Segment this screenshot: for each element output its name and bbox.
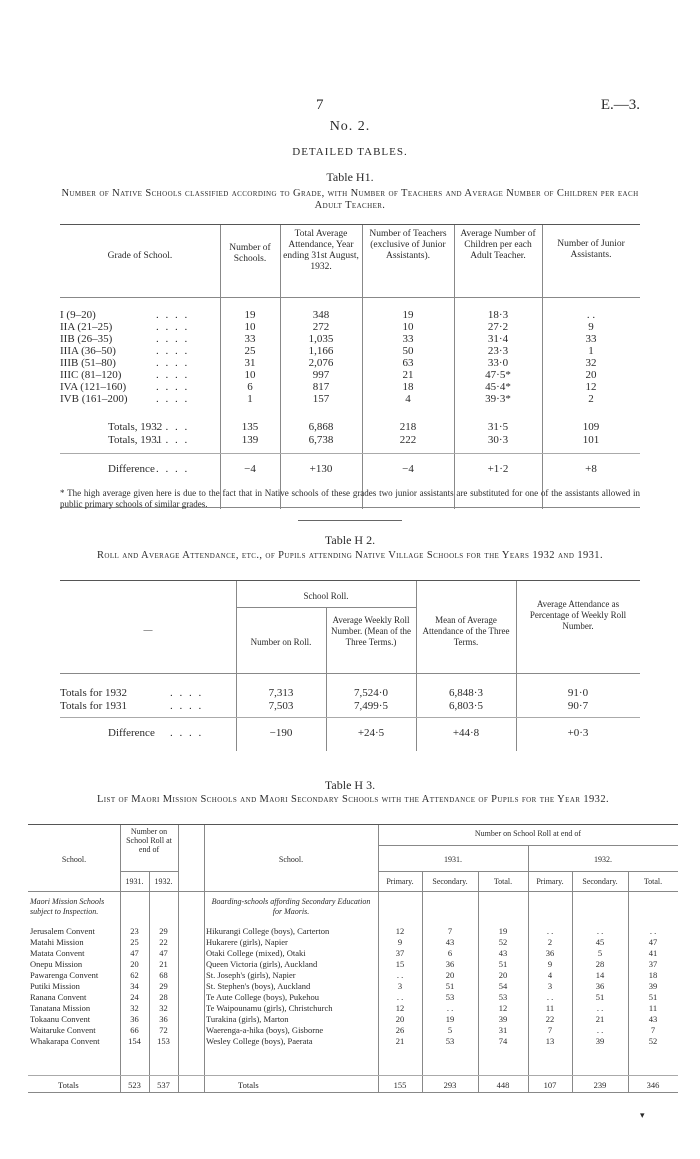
cell: 62 [130,970,139,980]
h3-col-total-1931: Total. [493,877,513,886]
leader-dots: . . . . [156,357,190,369]
cell: 18 [402,381,414,393]
cell: 28 [159,992,168,1002]
leader-dots: . . . . [156,381,190,393]
cell: 11 [545,1003,555,1013]
cell: 39 [498,1014,508,1024]
cell: 22 [159,937,168,947]
leader-dots: . . . . [170,687,204,699]
cell: 448 [496,1080,510,1090]
h1-col-teachers: Number of Teachers (exclusive of Junior Assistants). [369,229,447,261]
h1-diff-rule [60,453,640,454]
cell: 45 [595,937,605,947]
cell: 53 [498,992,508,1002]
left-school-name: Jerusalem Convent [30,926,95,936]
cell: 36 [545,948,555,958]
h2-group-header: School Roll. [303,591,349,601]
cell: 32 [585,357,597,369]
h1-col-junior: Number of Junior Assistants. [557,239,625,260]
h3-totals-rule [28,1075,678,1076]
cell: 36 [595,981,605,991]
cell: 21 [595,1014,605,1024]
cell: 30·3 [487,434,509,446]
cell: 153 [157,1036,170,1046]
cell: 22 [545,1014,555,1024]
cell: 66 [130,1025,139,1035]
h1-header-rule [60,297,640,298]
leader-dots: . . . . [156,393,190,405]
cell: 6 [247,381,253,393]
row-label: IVA (121–160) [60,381,127,393]
cell: 997 [312,369,330,381]
cell: 51 [445,981,455,991]
cell: 47 [130,948,139,958]
h2-table [60,580,640,751]
cell: 43 [498,948,508,958]
cell: 20 [585,369,597,381]
cell: 2 [588,393,594,405]
cell: +130 [309,463,333,475]
cell: 2 [547,937,553,947]
cell: 51 [595,992,605,1002]
cell: 25 [244,345,256,357]
h1-col-attendance: Total Average Attendance, Year ending 31st August, 1932. [283,229,359,272]
h2-header-rule [60,673,640,674]
cell: 7,499·5 [354,700,388,712]
cell: 12 [395,926,405,936]
cell: 34 [130,981,139,991]
h2-col-weekly: Average Weekly Roll Number. (Mean of the Three Terms.) [331,615,411,647]
cell: 222 [399,434,417,446]
table-row [60,381,640,393]
cell: 5 [597,948,603,958]
right-school-name: St. Joseph's (girls), Napier [206,970,296,980]
cell: 20 [445,970,455,980]
right-school-name: Turakina (girls), Marton [206,1014,289,1024]
cell: 54 [498,981,508,991]
cell: 29 [159,926,168,936]
cell: +24·5 [357,727,385,739]
cell: 39 [648,981,658,991]
cell: 157 [312,393,330,405]
cell: 4 [405,393,411,405]
cell: 18·3 [487,309,509,321]
left-school-name: Ranana Convent [30,992,87,1002]
cell: 32 [130,1003,139,1013]
cell: 53 [445,992,455,1002]
cell: 32 [159,1003,168,1013]
h3-label: Table H 3. [324,778,376,792]
row-label: Totals [58,1080,79,1090]
leader-dots: . . . . [170,727,204,739]
cell: 51 [648,992,658,1002]
cell: 19 [498,926,508,936]
cell: 50 [402,345,414,357]
cell: 52 [648,1036,658,1046]
cell: . . [649,926,657,936]
cell: 2,076 [308,357,334,369]
cell: 6,738 [308,434,334,446]
row-label: IIB (26–35) [60,333,113,345]
row-label: Totals for 1932 [60,687,128,699]
difference-row [60,463,640,475]
cell: 109 [582,421,600,433]
right-school-name: Te Waipounamu (girls), Christchurch [206,1003,333,1013]
cell: 33 [585,333,597,345]
difference-row [60,727,640,739]
cell: 74 [498,1036,508,1046]
right-school-name: Otaki College (mixed), Otaki [206,948,306,958]
cell: 31 [244,357,256,369]
h3-right-group-title: Boarding-schools affording Secondary Education for Maoris. [211,897,371,916]
cell: 19 [244,309,256,321]
left-school-name: Pawarenga Convent [30,970,99,980]
table-row [28,1035,678,1047]
h2-vrule [416,581,417,751]
right-school-name: Waerenga-a-hika (boys), Gisborne [206,1025,324,1035]
cell: . . [586,309,596,321]
cell: 218 [399,421,417,433]
h3-col-primary-1931: Primary. [386,877,414,886]
h3-header-rule [28,891,678,892]
left-school-name: Waitaruke Convent [30,1025,96,1035]
cell: 523 [128,1080,141,1090]
cell: 36 [445,959,455,969]
leader-dots: . . . . [156,463,190,475]
cell: 13 [545,1036,555,1046]
row-label: Totals for 1931 [60,700,128,712]
h3-table [28,824,678,1093]
left-school-name: Tokaanu Convent [30,1014,91,1024]
cell: 154 [128,1036,141,1046]
cell: 27·2 [487,321,509,333]
cell: 348 [312,309,330,321]
h1-label: Table H1. [326,170,374,184]
cell: 9 [588,321,594,333]
cell: 7,503 [268,700,294,712]
h1-table [60,224,640,509]
right-school-name: Te Aute College (boys), Pukehou [206,992,319,1002]
cell: 14 [595,970,605,980]
row-label: IIA (21–25) [60,321,113,333]
cell: 7,313 [268,687,294,699]
cell: . . [396,992,404,1002]
cell: 19 [402,309,414,321]
cell: . . [596,926,604,936]
right-school-name: Queen Victoria (girls), Auckland [206,959,318,969]
cell: 52 [498,937,508,947]
cell: . . [446,1003,454,1013]
h1-col-schools: Number of Schools. [229,243,271,264]
left-school-name: Putiki Mission [30,981,80,991]
separator-rule [298,520,402,521]
left-school-name: Matata Convent [30,948,85,958]
cell: 41 [648,948,658,958]
row-label: I (9–20) [60,309,96,321]
cell: 7 [650,1025,656,1035]
cell: 1 [588,345,594,357]
cell: 23·3 [487,345,509,357]
h3-right-school-header: School. [278,855,304,864]
section-number: No. 2. [329,119,371,134]
h1-col-grade: Grade of School. [107,251,173,261]
cell: 139 [241,434,259,446]
cell: 91·0 [567,687,589,699]
h3-left-1931: 1931. [125,877,144,886]
cell: 47 [648,937,658,947]
cell: . . [596,1003,604,1013]
right-school-name: Hukarere (girls), Napier [206,937,288,947]
cell: 3 [547,981,553,991]
cell: 6,803·5 [449,700,483,712]
h3-bottom-rule [28,1092,678,1093]
cell: −4 [402,463,414,475]
row-label: Difference [108,727,155,739]
cell: 39·3* [485,393,511,405]
leader-dots: . . . . [156,434,190,446]
cell: 43 [648,1014,658,1024]
cell: 5 [447,1025,453,1035]
h1-caption: Number of Native Schools classified according to Grade, with Number of Teachers and Average Number of Children per each Adult Teacher. [61,188,639,211]
cell: 1,035 [308,333,334,345]
cell: 37 [395,948,405,958]
h2-col-blank: — [143,625,153,635]
cell: . . [546,926,554,936]
cell: 31·5 [487,421,509,433]
section-title: DETAILED TABLES. [292,146,408,158]
cell: 6,848·3 [449,687,483,699]
cell: 155 [393,1080,407,1090]
cell: 6,868 [308,421,334,433]
table-row [60,309,640,321]
right-school-name: St. Stephen's (boys), Auckland [206,981,311,991]
cell: 39 [595,1036,605,1046]
cell: 10 [402,321,414,333]
leader-dots: . . . . [170,700,204,712]
h3-col-primary-1932: Primary. [536,877,564,886]
cell: 28 [595,959,605,969]
cell: +1·2 [487,463,509,475]
cell: 23 [130,926,139,936]
cell: 72 [159,1025,168,1035]
cell: 107 [543,1080,557,1090]
totals-row [60,434,640,446]
table-row [60,393,640,405]
h3-left-roll-header: Number on School Roll at end of [126,827,172,854]
cell: 346 [646,1080,660,1090]
cell: . . [396,970,404,980]
h3-left-school-header: School. [61,855,87,864]
cell: 51 [498,959,508,969]
cell: . . [596,1025,604,1035]
right-school-name: Hikurangi College (boys), Carterton [206,926,330,936]
cell: 20 [498,970,508,980]
cell: 25 [130,937,139,947]
cell: 47 [159,948,168,958]
h2-col-roll: Number on Roll. [250,637,312,647]
cell: 12 [585,381,597,393]
cell: 272 [312,321,330,333]
totals-row [60,421,640,433]
totals-row [28,1079,678,1091]
leader-dots: . . . . [156,321,190,333]
left-school-name: Whakarapa Convent [30,1036,100,1046]
left-school-name: Onepu Mission [30,959,83,969]
cell: 21 [402,369,414,381]
cell: 68 [159,970,168,980]
table-row [60,345,640,357]
cell: 12 [395,1003,405,1013]
left-school-name: Tanatana Mission [30,1003,91,1013]
row-label: IVB (161–200) [60,393,128,405]
cell: 6 [447,948,453,958]
cell: . . [546,992,554,1002]
h2-caption: Roll and Average Attendance, etc., of Pupils attending Native Village Schools for the Years 1932 and 1931. [97,550,603,561]
table-row [60,321,640,333]
cell: 24 [130,992,139,1002]
h3-col-secondary-1932: Secondary. [582,877,618,886]
leader-dots: . . . . [156,309,190,321]
h2-col-mean: Mean of Average Attendance of the Three Terms. [422,615,510,647]
cell: 817 [312,381,330,393]
cell: 7 [447,926,453,936]
cell: −4 [244,463,256,475]
row-label: Totals [238,1080,259,1090]
cell: 18 [648,970,658,980]
cell: 63 [402,357,414,369]
h3-caption: List of Maori Mission Schools and Maori Secondary Schools with the Attendance of Pupils for the Year 1932. [96,794,610,805]
cell: 26 [395,1025,405,1035]
cell: 31 [498,1025,508,1035]
cell: 33·0 [487,357,509,369]
page-number: 7 [316,97,324,113]
table-row [60,333,640,345]
row-label: Difference [108,463,155,475]
cell: 293 [443,1080,457,1090]
cell: 10 [244,369,256,381]
cell: 537 [157,1080,170,1090]
cell: 7 [547,1025,553,1035]
cell: 43 [445,937,455,947]
h2-label: Table H 2. [324,533,376,547]
left-school-name: Matahi Mission [30,937,84,947]
cell: 20 [130,959,139,969]
h3-right-1932: 1932. [594,855,612,864]
h2-vrule [516,581,517,751]
table-row [60,369,640,381]
leader-dots: . . . . [156,345,190,357]
cell: 239 [593,1080,607,1090]
leader-dots: . . . . [156,369,190,381]
cell: 53 [445,1036,455,1046]
h1-col-average: Average Number of Children per each Adult Teacher. [460,229,536,261]
h2-vrule [236,581,237,751]
cell: 21 [159,959,168,969]
row-label: IIIA (36–50) [60,345,116,357]
cell: 19 [445,1014,455,1024]
cell: 20 [395,1014,405,1024]
cell: 135 [241,421,259,433]
cell: +44·8 [452,727,480,739]
cell: 36 [159,1014,168,1024]
cell: 47·5* [485,369,511,381]
cell: 29 [159,981,168,991]
cell: 31·4 [487,333,509,345]
cell: 33 [244,333,256,345]
table-row [60,357,640,369]
cell: 1,166 [308,345,334,357]
h3-right-group-header: Number on School Roll at end of [474,829,582,838]
cell: 10 [244,321,256,333]
cell: 12 [498,1003,508,1013]
cell: −190 [269,727,293,739]
h1-footnote: * The high average given here is due to the fact that in Native schools of these grades two junior assistants are substituted for one of the assistants allowed in public primary schools of similar grades. [60,488,640,509]
cell: 9 [547,959,553,969]
cell: 7,524·0 [354,687,388,699]
stray-mark: ▾ [640,1110,645,1120]
h3-left-group-title: Maori Mission Schools subject to Inspection. [30,897,105,916]
cell: +0·3 [567,727,589,739]
cell: 15 [395,959,405,969]
leader-dots: . . . . [156,421,190,433]
cell: 37 [648,959,658,969]
h3-col-secondary-1931: Secondary. [432,877,468,886]
cell: 33 [402,333,414,345]
cell: 11 [648,1003,658,1013]
h2-col-percentage: Average Attendance as Percentage of Weekly Roll Number. [529,599,627,631]
cell: 4 [547,970,553,980]
row-label: IIIC (81–120) [60,369,122,381]
table-row [60,700,640,712]
cell: 36 [130,1014,139,1024]
h2-diff-rule [60,717,640,718]
table-row [60,687,640,699]
cell: 9 [397,937,403,947]
cell: 45·4* [485,381,511,393]
cell: 21 [395,1036,405,1046]
h3-left-1932: 1932. [154,877,173,886]
cell: 101 [582,434,600,446]
leader-dots: . . . . [156,333,190,345]
row-label: Totals, 1931 [108,434,163,446]
cell: 3 [397,981,403,991]
right-school-name: Wesley College (boys), Paerata [206,1036,313,1046]
cell: 1 [247,393,253,405]
row-label: IIIB (51–80) [60,357,116,369]
cell: 90·7 [567,700,589,712]
h3-col-total-1932: Total. [643,877,663,886]
cell: +8 [585,463,597,475]
h3-right-1931: 1931. [444,855,462,864]
series-code: E.—3. [600,97,640,113]
row-label: Totals, 1932 [108,421,163,433]
